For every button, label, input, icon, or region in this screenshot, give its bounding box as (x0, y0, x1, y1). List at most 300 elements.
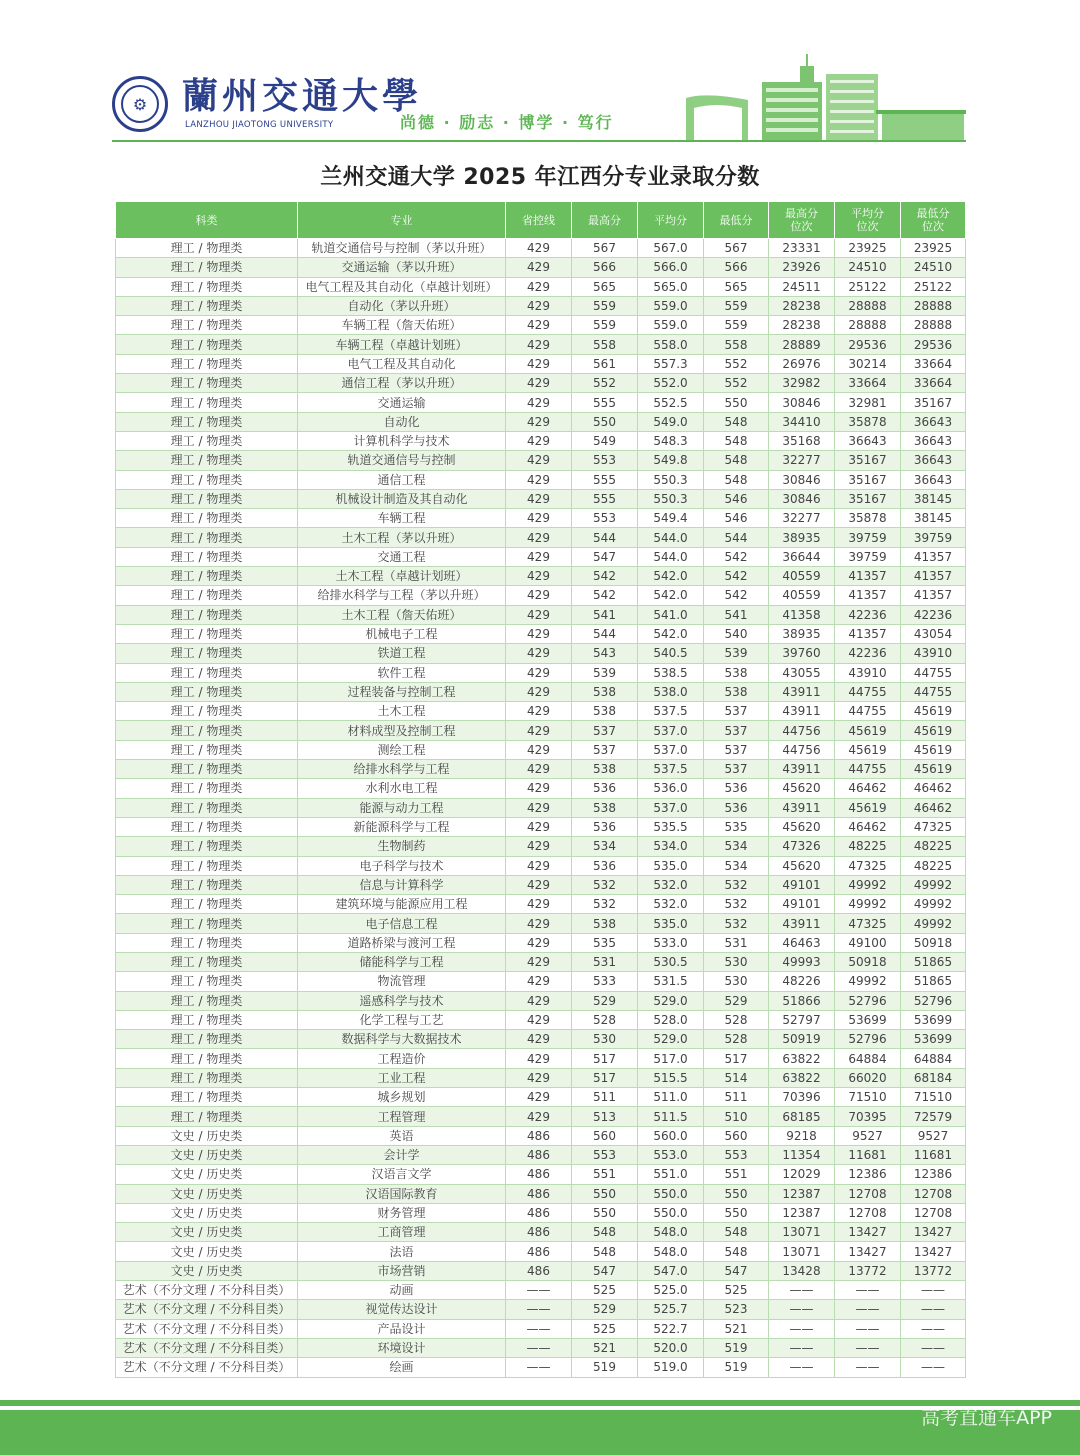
table-row (116, 721, 966, 740)
table-cell: 34410 (769, 412, 835, 431)
table-cell: 汉语国际教育 (298, 1184, 506, 1203)
table-cell: 537.0 (638, 798, 704, 817)
table-cell: 519 (704, 1358, 769, 1377)
table-cell: 理工 / 物理类 (116, 605, 298, 624)
table-cell: 538.5 (638, 663, 704, 682)
table-cell: 551 (704, 1165, 769, 1184)
table-cell: 46462 (901, 798, 966, 817)
table-cell: 525 (572, 1281, 638, 1300)
table-cell: 523 (704, 1300, 769, 1319)
table-cell: 25122 (835, 277, 901, 296)
table-cell: 36643 (835, 431, 901, 450)
table-cell: 汉语言文学 (298, 1165, 506, 1184)
table-cell: 49992 (901, 914, 966, 933)
university-motto: 尚德 · 励志 · 博学 · 笃行 (400, 113, 614, 132)
table-cell: 548 (572, 1242, 638, 1261)
table-cell: 理工 / 物理类 (116, 277, 298, 296)
table-cell: 537 (704, 740, 769, 759)
table-cell: 9527 (835, 1126, 901, 1145)
table-cell: —— (901, 1338, 966, 1357)
table-cell: 71510 (901, 1088, 966, 1107)
table-cell: 轨道交通信号与控制 (298, 451, 506, 470)
table-cell: 47325 (835, 914, 901, 933)
table-cell: 70396 (769, 1088, 835, 1107)
table-row (116, 663, 966, 682)
table-cell: 548 (704, 1242, 769, 1261)
table-cell: 52796 (901, 991, 966, 1010)
table-cell: 45619 (835, 721, 901, 740)
table-cell: 46462 (901, 779, 966, 798)
table-cell: 48225 (901, 856, 966, 875)
table-cell: 514 (704, 1068, 769, 1087)
table-cell: 540 (704, 624, 769, 643)
table-cell: 519 (704, 1338, 769, 1357)
table-cell: 549.0 (638, 412, 704, 431)
table-cell: 44755 (835, 682, 901, 701)
table-cell: 数据科学与大数据技术 (298, 1030, 506, 1049)
table-cell: 通信工程（茅以升班） (298, 374, 506, 393)
column-header: 科类 (116, 202, 298, 239)
table-cell: 23926 (769, 258, 835, 277)
table-cell: 交通运输（茅以升班） (298, 258, 506, 277)
table-cell: 理工 / 物理类 (116, 547, 298, 566)
table-cell: 429 (506, 393, 572, 412)
table-cell: 553 (704, 1145, 769, 1164)
table-cell: 429 (506, 1088, 572, 1107)
table-cell: 551.0 (638, 1165, 704, 1184)
table-cell: —— (769, 1358, 835, 1377)
table-cell: 429 (506, 933, 572, 952)
table-row (116, 1049, 966, 1068)
table-cell: 24511 (769, 277, 835, 296)
table-cell: 理工 / 物理类 (116, 239, 298, 258)
table-cell: 429 (506, 412, 572, 431)
table-cell: 理工 / 物理类 (116, 991, 298, 1010)
table-row (116, 760, 966, 779)
table-cell: 45619 (835, 798, 901, 817)
table-cell: 51865 (901, 972, 966, 991)
table-cell: 559 (572, 316, 638, 335)
table-cell: 32277 (769, 509, 835, 528)
table-row (116, 1223, 966, 1242)
table-cell: 艺术（不分文理 / 不分科目类） (116, 1319, 298, 1338)
table-cell: 521 (704, 1319, 769, 1338)
table-cell: 36643 (901, 412, 966, 431)
table-cell: 535.5 (638, 817, 704, 836)
table-cell: 538 (704, 663, 769, 682)
table-row (116, 624, 966, 643)
table-cell: 理工 / 物理类 (116, 1049, 298, 1068)
column-header: 平均分 (638, 202, 704, 239)
table-cell: 550 (572, 1203, 638, 1222)
table-cell: 533 (572, 972, 638, 991)
table-cell: 12708 (835, 1184, 901, 1203)
table-cell: 能源与动力工程 (298, 798, 506, 817)
table-cell: —— (835, 1358, 901, 1377)
table-cell: 531.5 (638, 972, 704, 991)
table-cell: 542 (572, 586, 638, 605)
table-row (116, 779, 966, 798)
table-cell: 理工 / 物理类 (116, 895, 298, 914)
campus-buildings-icon (686, 54, 966, 142)
table-cell: 558.0 (638, 335, 704, 354)
table-cell: 560 (572, 1126, 638, 1145)
table-cell: 电子科学与技术 (298, 856, 506, 875)
table-cell: 550.3 (638, 470, 704, 489)
table-cell: 546 (704, 489, 769, 508)
table-cell: 548 (572, 1223, 638, 1242)
table-cell: 511.5 (638, 1107, 704, 1126)
table-cell: 486 (506, 1126, 572, 1145)
column-header: 最高分 位次 (769, 202, 835, 239)
table-cell: 429 (506, 296, 572, 315)
table-cell: 551 (572, 1165, 638, 1184)
table-cell: 429 (506, 451, 572, 470)
table-cell: 43910 (901, 644, 966, 663)
table-cell: 51865 (901, 952, 966, 971)
table-cell: 528.0 (638, 1010, 704, 1029)
table-cell: 486 (506, 1261, 572, 1280)
table-cell: 541.0 (638, 605, 704, 624)
table-cell: 522.7 (638, 1319, 704, 1338)
table-row (116, 316, 966, 335)
table-cell: 535 (704, 817, 769, 836)
table-row (116, 837, 966, 856)
table-cell: 41357 (901, 586, 966, 605)
table-cell: 510 (704, 1107, 769, 1126)
table-cell: 550 (704, 1184, 769, 1203)
table-cell: 549 (572, 431, 638, 450)
table-cell: 49101 (769, 895, 835, 914)
table-cell: 429 (506, 509, 572, 528)
table-row (116, 1358, 966, 1377)
table-cell: 541 (572, 605, 638, 624)
table-cell: 48225 (901, 837, 966, 856)
table-cell: —— (769, 1338, 835, 1357)
table-cell: 理工 / 物理类 (116, 489, 298, 508)
table-cell: 13071 (769, 1242, 835, 1261)
table-cell: 41357 (901, 567, 966, 586)
table-cell: 理工 / 物理类 (116, 740, 298, 759)
table-cell: 机械设计制造及其自动化 (298, 489, 506, 508)
table-row (116, 1281, 966, 1300)
table-cell: 565 (704, 277, 769, 296)
table-cell: 理工 / 物理类 (116, 451, 298, 470)
table-cell: 555 (572, 489, 638, 508)
table-cell: 理工 / 物理类 (116, 798, 298, 817)
table-cell: 515.5 (638, 1068, 704, 1087)
table-cell: 565.0 (638, 277, 704, 296)
table-cell: 555 (572, 470, 638, 489)
table-cell: 552 (572, 374, 638, 393)
table-cell: 544 (572, 624, 638, 643)
table-cell: 429 (506, 682, 572, 701)
table-cell: 道路桥梁与渡河工程 (298, 933, 506, 952)
table-row (116, 644, 966, 663)
table-cell: 35168 (769, 431, 835, 450)
table-cell: 567 (704, 239, 769, 258)
table-row (116, 1203, 966, 1222)
table-cell: 536 (572, 817, 638, 836)
table-cell: 533.0 (638, 933, 704, 952)
table-cell: —— (835, 1338, 901, 1357)
table-cell: 429 (506, 316, 572, 335)
table-cell: 532.0 (638, 875, 704, 894)
table-cell: 35878 (835, 412, 901, 431)
table-cell: 429 (506, 644, 572, 663)
table-cell: 429 (506, 856, 572, 875)
table-cell: 537.0 (638, 721, 704, 740)
table-cell: 538 (572, 914, 638, 933)
table-cell: 550.0 (638, 1184, 704, 1203)
table-cell: 11354 (769, 1145, 835, 1164)
table-cell: 550.0 (638, 1203, 704, 1222)
table-cell: 33664 (901, 354, 966, 373)
table-cell: 520.0 (638, 1338, 704, 1357)
table-cell: 文史 / 历史类 (116, 1242, 298, 1261)
table-cell: 23925 (835, 239, 901, 258)
table-cell: 45619 (901, 760, 966, 779)
table-cell: 71510 (835, 1088, 901, 1107)
table-cell: —— (901, 1300, 966, 1319)
table-cell: 536 (704, 779, 769, 798)
table-cell: 547 (572, 547, 638, 566)
table-cell: 艺术（不分文理 / 不分科目类） (116, 1281, 298, 1300)
table-cell: 35167 (835, 470, 901, 489)
table-cell: 39760 (769, 644, 835, 663)
table-cell: 559 (572, 296, 638, 315)
table-cell: 45620 (769, 817, 835, 836)
table-cell: 给排水科学与工程（茅以升班） (298, 586, 506, 605)
table-cell: 553 (572, 451, 638, 470)
table-cell: 理工 / 物理类 (116, 431, 298, 450)
university-name-cn: 蘭州交通大學 (182, 75, 423, 117)
table-cell: 49101 (769, 875, 835, 894)
table-cell: 30214 (835, 354, 901, 373)
table-cell: 66020 (835, 1068, 901, 1087)
table-cell: 法语 (298, 1242, 506, 1261)
table-cell: 35167 (835, 451, 901, 470)
table-cell: 53699 (901, 1030, 966, 1049)
table-cell: 429 (506, 817, 572, 836)
table-cell: 计算机科学与技术 (298, 431, 506, 450)
table-cell: 41357 (835, 586, 901, 605)
table-cell: 44755 (835, 702, 901, 721)
table-cell: 525.0 (638, 1281, 704, 1300)
table-cell: 绘画 (298, 1358, 506, 1377)
table-cell: 理工 / 物理类 (116, 258, 298, 277)
table-cell: 41358 (769, 605, 835, 624)
table-cell: 43911 (769, 798, 835, 817)
table-cell: 559.0 (638, 316, 704, 335)
table-cell: 550 (704, 1203, 769, 1222)
table-cell: 45619 (901, 702, 966, 721)
table-cell: 化学工程与工艺 (298, 1010, 506, 1029)
table-cell: 486 (506, 1145, 572, 1164)
table-cell: 561 (572, 354, 638, 373)
table-cell: 13427 (835, 1223, 901, 1242)
table-cell: 47325 (835, 856, 901, 875)
table-cell: 工商管理 (298, 1223, 506, 1242)
table-cell: 12386 (901, 1165, 966, 1184)
table-cell: 艺术（不分文理 / 不分科目类） (116, 1338, 298, 1357)
table-cell: —— (506, 1300, 572, 1319)
table-cell: 49992 (835, 972, 901, 991)
table-cell: —— (769, 1319, 835, 1338)
table-cell: 车辆工程 (298, 509, 506, 528)
footer-bar (0, 1410, 1080, 1455)
table-cell: 艺术（不分文理 / 不分科目类） (116, 1358, 298, 1377)
table-cell: 理工 / 物理类 (116, 335, 298, 354)
table-row (116, 1107, 966, 1126)
table-cell: 52796 (835, 991, 901, 1010)
table-cell: 财务管理 (298, 1203, 506, 1222)
table-cell: 35878 (835, 509, 901, 528)
column-header: 最低分 位次 (901, 202, 966, 239)
table-cell: 土木工程 (298, 702, 506, 721)
column-header: 最高分 (572, 202, 638, 239)
table-row (116, 1030, 966, 1049)
table-cell: 553.0 (638, 1145, 704, 1164)
table-row (116, 1010, 966, 1029)
table-cell: 566 (704, 258, 769, 277)
table-cell: 530 (704, 952, 769, 971)
table-cell: 550 (572, 412, 638, 431)
table-row (116, 895, 966, 914)
table-cell: 30846 (769, 489, 835, 508)
table-row (116, 470, 966, 489)
table-cell: 自动化（茅以升班） (298, 296, 506, 315)
table-cell: 30846 (769, 470, 835, 489)
table-cell: —— (835, 1281, 901, 1300)
table-cell: 42236 (835, 644, 901, 663)
table-cell: 517 (572, 1068, 638, 1087)
table-cell: 560 (704, 1126, 769, 1145)
table-cell: 理工 / 物理类 (116, 721, 298, 740)
table-cell: 63822 (769, 1049, 835, 1068)
table-cell: —— (901, 1358, 966, 1377)
table-cell: 45620 (769, 779, 835, 798)
table-cell: 工业工程 (298, 1068, 506, 1087)
table-cell: 28888 (835, 296, 901, 315)
table-cell: 537 (704, 721, 769, 740)
table-cell: 542 (704, 586, 769, 605)
table-cell: 558 (572, 335, 638, 354)
table-cell: 理工 / 物理类 (116, 779, 298, 798)
table-cell: 39759 (835, 547, 901, 566)
table-cell: 525 (704, 1281, 769, 1300)
table-cell: 543 (572, 644, 638, 663)
table-cell: 68184 (901, 1068, 966, 1087)
table-cell: 29536 (901, 335, 966, 354)
table-cell: 38935 (769, 528, 835, 547)
table-cell: 550 (704, 393, 769, 412)
table-cell: 555 (572, 393, 638, 412)
table-cell: 534 (704, 856, 769, 875)
table-cell: 542 (704, 547, 769, 566)
table-cell: 530.5 (638, 952, 704, 971)
table-row (116, 1068, 966, 1087)
table-cell: 548 (704, 470, 769, 489)
table-cell: 11681 (901, 1145, 966, 1164)
table-cell: 546 (704, 509, 769, 528)
table-cell: 547.0 (638, 1261, 704, 1280)
table-cell: 566.0 (638, 258, 704, 277)
table-row (116, 509, 966, 528)
table-cell: 519 (572, 1358, 638, 1377)
table-cell: 物流管理 (298, 972, 506, 991)
table-cell: 429 (506, 1030, 572, 1049)
table-cell: 44755 (901, 682, 966, 701)
table-cell: 429 (506, 567, 572, 586)
table-cell: 文史 / 历史类 (116, 1184, 298, 1203)
table-cell: 548.0 (638, 1223, 704, 1242)
table-cell: 理工 / 物理类 (116, 1088, 298, 1107)
table-row (116, 1300, 966, 1319)
table-row (116, 567, 966, 586)
table-cell: 536 (572, 856, 638, 875)
table-cell: 567 (572, 239, 638, 258)
table-cell: 13772 (835, 1261, 901, 1280)
table-cell: 环境设计 (298, 1338, 506, 1357)
table-cell: 28889 (769, 335, 835, 354)
table-cell: 13071 (769, 1223, 835, 1242)
table-cell: 交通运输 (298, 393, 506, 412)
table-cell: 517 (704, 1049, 769, 1068)
table-cell: 理工 / 物理类 (116, 624, 298, 643)
table-cell: 48226 (769, 972, 835, 991)
university-seal-icon: ⚙ (112, 76, 168, 132)
table-cell: 理工 / 物理类 (116, 1068, 298, 1087)
table-cell: 532 (704, 914, 769, 933)
table-cell: 理工 / 物理类 (116, 354, 298, 373)
table-cell: 429 (506, 721, 572, 740)
table-cell: 33664 (835, 374, 901, 393)
table-cell: 552.0 (638, 374, 704, 393)
table-cell: 43910 (835, 663, 901, 682)
table-cell: 43911 (769, 682, 835, 701)
table-cell: —— (901, 1319, 966, 1338)
table-cell: 理工 / 物理类 (116, 972, 298, 991)
table-cell: 567.0 (638, 239, 704, 258)
table-cell: 429 (506, 239, 572, 258)
table-cell: 532 (572, 895, 638, 914)
table-cell: 429 (506, 1049, 572, 1068)
table-cell: 535 (572, 933, 638, 952)
table-cell: 537 (704, 760, 769, 779)
table-cell: 47325 (901, 817, 966, 836)
table-cell: 544.0 (638, 547, 704, 566)
table-cell: 给排水科学与工程 (298, 760, 506, 779)
table-cell: 文史 / 历史类 (116, 1261, 298, 1280)
table-cell: 38145 (901, 509, 966, 528)
table-cell: 429 (506, 470, 572, 489)
table-cell: 538 (572, 760, 638, 779)
table-cell: 550.3 (638, 489, 704, 508)
table-cell: 429 (506, 1010, 572, 1029)
table-cell: 537 (572, 740, 638, 759)
table-cell: 43055 (769, 663, 835, 682)
table-row (116, 1184, 966, 1203)
table-cell: 28238 (769, 316, 835, 335)
table-cell: 产品设计 (298, 1319, 506, 1338)
table-cell: 559 (704, 316, 769, 335)
table-cell: 52797 (769, 1010, 835, 1029)
table-cell: 遥感科学与技术 (298, 991, 506, 1010)
table-cell: 13427 (901, 1223, 966, 1242)
table-cell: 36643 (901, 431, 966, 450)
table-row (116, 412, 966, 431)
